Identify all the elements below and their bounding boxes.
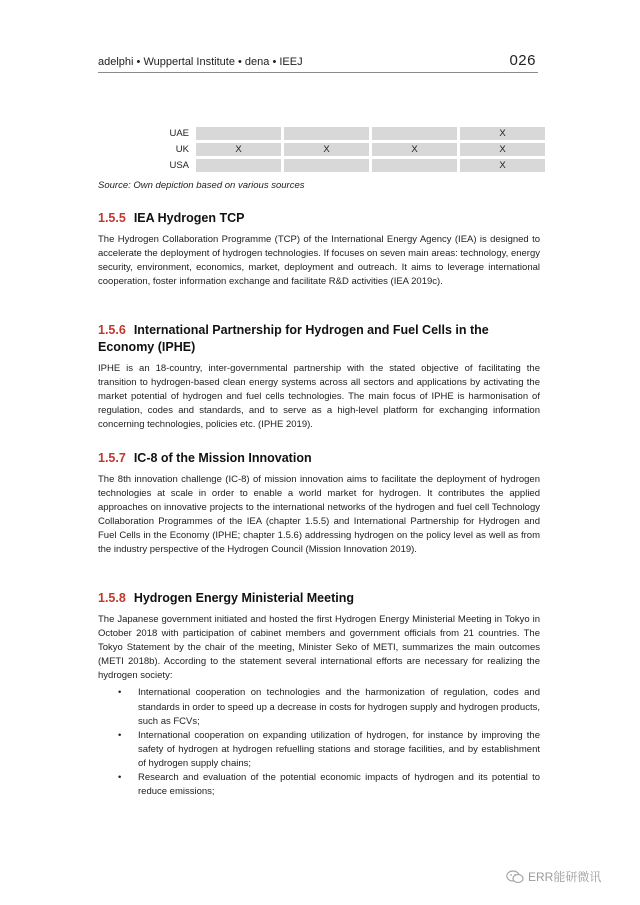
section-1-5-7 — [98, 450, 540, 558]
table-row — [153, 159, 545, 172]
list-item — [98, 729, 540, 771]
wechat-icon — [506, 870, 524, 884]
bullet-icon: • — [118, 687, 122, 699]
watermark — [506, 868, 601, 885]
page-number: 026 — [509, 52, 536, 69]
table-cell: X — [284, 143, 369, 156]
table-cell: X — [460, 143, 545, 156]
country-matrix-table — [150, 124, 548, 175]
section-title: Hydrogen Energy Ministerial Meeting — [133, 591, 354, 605]
header-organizations: adelphi • Wuppertal Institute • dena • IEEJ — [98, 56, 303, 68]
bullet-list — [98, 686, 540, 799]
section-heading — [98, 210, 540, 227]
table-cell — [284, 127, 369, 140]
section-heading — [98, 450, 540, 467]
section-title: IC-8 of the Mission Innovation — [133, 451, 312, 465]
table-cell: X — [460, 159, 545, 172]
bullet-icon: • — [118, 772, 122, 784]
section-heading — [98, 590, 540, 607]
section-number: 1.5.5 — [98, 211, 126, 225]
section-1-5-6 — [98, 322, 540, 432]
bullet-icon: • — [118, 729, 122, 741]
table-row — [153, 143, 545, 156]
section-number: 1.5.8 — [98, 591, 126, 605]
section-number: 1.5.7 — [98, 451, 126, 465]
section-1-5-5 — [98, 210, 540, 289]
country-label: UK — [175, 144, 189, 155]
section-number: 1.5.6 — [98, 323, 126, 337]
watermark-text: ERR能研微讯 — [528, 870, 602, 884]
list-item-text: International cooperation on technologies and the harmonization of regulation, codes and standards in order to speed up a decrease in costs for hydrogen supply and hydrogen products, such as FCVs; — [138, 687, 540, 727]
list-item — [98, 771, 540, 799]
table-cell — [196, 159, 281, 172]
country-label: UAE — [169, 128, 189, 139]
list-item-text: Research and evaluation of the potential economic impacts of hydrogen and its potential to reduce emissions; — [138, 772, 540, 798]
section-paragraph: The Hydrogen Collaboration Programme (TCP) of the International Energy Agency (IEA) is designed to accelerate the deployment of hydrogen technologies. If focuses on seven main areas: technology, energy security, environment, economics, market, deployment and outreach. It aims to leverage international cooperation, foster information exchange and facilitate R&D activities (IEA 2019c). — [98, 234, 540, 288]
section-heading — [98, 322, 540, 356]
section-paragraph: IPHE is an 18-country, inter-governmental partnership with the stated objective of facilitating the transition to hydrogen-based clean energy systems across all sectors and applications by activating the market potential of hydrogen and fuel cells technologies. The main focus of IPHE is harmonisation of regulation, codes and standards, and to serve as a high-level platform for exchanging information concerning technologies, policies etc. (IPHE 2019). — [98, 363, 540, 431]
table-cell — [196, 127, 281, 140]
table-cell — [284, 159, 369, 172]
section-paragraph: The 8th innovation challenge (IC-8) of mission innovation aims to facilitate the deployment of hydrogen technologies at scale in order to enable a world market for hydrogen. It contributes the applied approaches on innovative projects to the international networks of the hydrogen and fuel cell Technology Collaboration Programmes of the IEA (chapter 1.5.5) and International Partnership for Hydrogen and Fuel Cells in the Economy (IPHE; chapter 1.5.6) addressing hydrogen on the policy level as well as from the industry perspective of the Hydrogen Council (Mission Innovation 2019). — [98, 474, 540, 556]
table-cell: X — [372, 143, 457, 156]
country-label: USA — [169, 160, 189, 171]
section-1-5-8 — [98, 590, 540, 799]
table-source-note: Source: Own depiction based on various sources — [98, 180, 305, 191]
table-cell — [372, 127, 457, 140]
page-header — [98, 54, 538, 73]
section-title: International Partnership for Hydrogen and Fuel Cells in the Economy (IPHE) — [98, 323, 489, 354]
list-item — [98, 686, 540, 728]
table-cell — [372, 159, 457, 172]
table-cell: X — [460, 127, 545, 140]
section-paragraph: The Japanese government initiated and hosted the first Hydrogen Energy Ministerial Meeting in Tokyo in October 2018 with participation of cabinet members and government officials from 21 countries. The Tokyo Statement by the chair of the meeting, Minister Seko of METI, summarizes the main outcomes (METI 2018b). According to the statement several international efforts are necessary for realizing the hydrogen society: — [98, 614, 540, 682]
table-row — [153, 127, 545, 140]
table-cell: X — [196, 143, 281, 156]
list-item-text: International cooperation on expanding utilization of hydrogen, for instance by improving the safety of hydrogen at hydrogen refuelling stations and storage facilities, and by establishment of hydrogen supply chains; — [138, 729, 540, 769]
section-title: IEA Hydrogen TCP — [133, 211, 245, 225]
